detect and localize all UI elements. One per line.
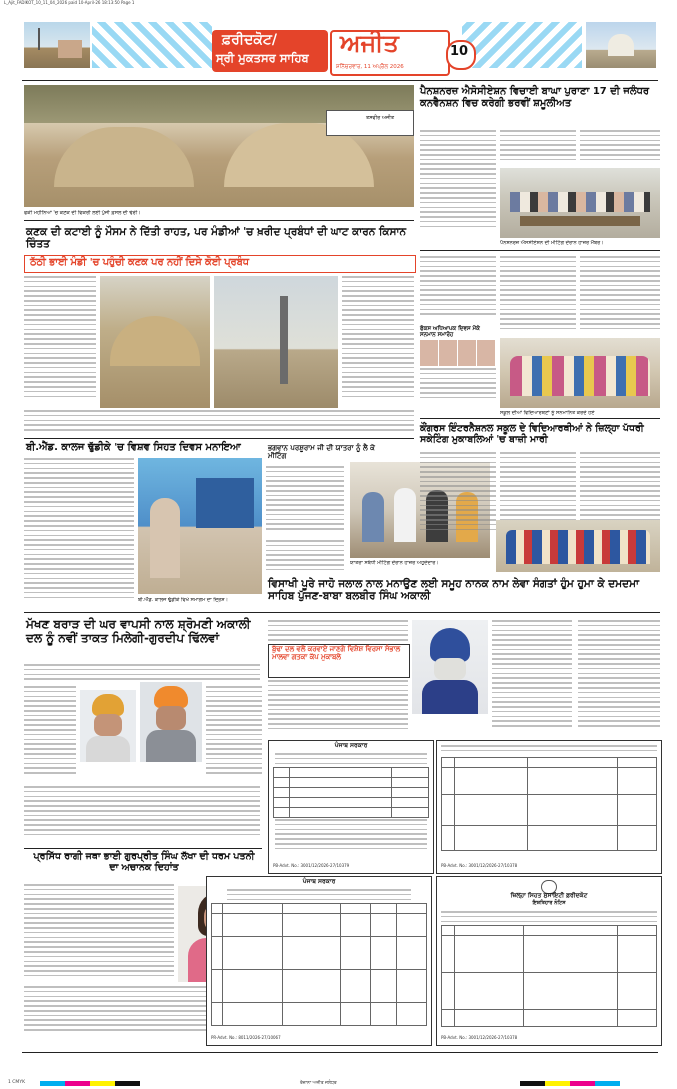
header-region-line1: ਫ਼ਰੀਦਕੋਟ/ xyxy=(222,32,277,48)
baisakhi-subhead: ਬੁੱਢਾ ਦਲ ਵਲੋਂ ਕਰਵਾਏ ਜਾਣਗੇ ਵਿਸ਼ੇਸ਼ ਵਿਰਸਾ ਸੰਭਾਲ ਮਾਲਵਾ ਗਤਕਾ ਕੱਪ ਮੁਕਾਬਲੇ xyxy=(272,645,401,661)
makhan-text-1 xyxy=(24,664,260,682)
wheat-photo-caption: ਫੋਕੀ ਮਹੀਨਿਆਂ 'ਚ ਕਣਕ ਦੀ ਵਿਕਰੀ ਲਈ ਪੁੱਜੀ ਫ਼ਸਲ ਦੀ ਢੇਰੀ। xyxy=(24,210,141,216)
ragi-headline: ਪ੍ਰਸਿੱਧ ਰਾਗੀ ਜਥਾ ਭਾਈ ਗੁਰਪ੍ਰੀਤ ਸਿੰਘ ਲੱਖਾ ਦੀ ਧਰਮ ਪਤਨੀ ਦਾ ਅਚਾਨਕ ਦਿਹਾਂਤ xyxy=(33,851,255,873)
header-pattern-left xyxy=(92,22,212,68)
right-mid-text-4 xyxy=(420,368,496,404)
baisakhi-headline: ਵਿਸਾਖੀ ਪੂਰੇ ਜਾਹੋ ਜਲਾਲ ਨਾਲ ਮਨਾਉਣ ਲਈ ਸਮੂਹ ਨਾਨਕ ਨਾਮ ਲੇਵਾ ਸੰਗਤਾਂ ਹੁੰਮ ਹੁਮਾ ਕੇ ਦਮਦਮਾ ਸਾਹਿਬ ਪੁੱਜਣ-ਬਾਬਾ ਬਲਬੀਰ ਸਿੰਘ ਅਕਾਲੀ xyxy=(268,578,640,603)
file-label: L_Ajit_FADIKOT_10_11_04_2026 paid 10-April-26 18:13:50 Page 1 xyxy=(4,0,135,5)
congress-headline: ਕੌਂਗਰਸ ਇੰਟਰਨੈਸ਼ਨਲ ਸਕੂਲ ਦੇ ਵਿਦਿਆਰਥੀਆਂ ਨੇ ਜ਼ਿਲ੍ਹਾ ਪੱਧਰੀ ਸਕੇਟਿੰਗ ਮੁਕਾਬਲਿਆਂ 'ਚ ਬਾਜ਼ੀ ਮਾਰੀ xyxy=(420,423,644,445)
yatra-text-2 xyxy=(266,540,344,574)
photo-inset-label: ਤਸਵੀਰ ਅਜੀਤ xyxy=(366,115,395,121)
ad4-ref: PB-Advt. No.: 3001/12/2026-27/10378 xyxy=(441,863,518,868)
ad3-ref: PB-Advt. No.: 3001/12/2026-27/10378 xyxy=(441,1035,518,1040)
bed-photo xyxy=(138,458,262,594)
ad1-ref: PB-Advt. No.: 3001/12/2026-27/10379 xyxy=(273,863,350,868)
pensioners-photo xyxy=(500,168,660,238)
bed-photo-caption: ਬੀ.ਐੱਡ. ਕਾਲਜ ਢੁੱਡੀਕੇ ਵਿਖੇ ਸਮਾਗਮ ਦਾ ਦ੍ਰਿਸ਼। xyxy=(138,597,228,603)
pensioners-text-col-3 xyxy=(580,130,660,166)
makhan-photo-1 xyxy=(80,690,136,762)
pensioners-photo-caption: ਪੈਨਸ਼ਨਰਜ਼ ਐਸੋਸੀਏਸ਼ਨ ਦੀ ਮੀਟਿੰਗ ਦੌਰਾਨ ਹਾਜ਼ਰ ਮੈਂਬਰ। xyxy=(500,240,604,246)
footer-center: ਰੋਜ਼ਾਨਾ ਅਜੀਤ ਜਲੰਧਰ xyxy=(300,1081,337,1086)
mandi-photo-2 xyxy=(214,276,338,408)
right-mid-text-2 xyxy=(500,256,576,336)
right-mid-text-1 xyxy=(420,256,496,324)
makhan-photo-2 xyxy=(140,682,202,762)
header-photo-right xyxy=(586,22,656,68)
ad2-table xyxy=(211,903,427,1026)
bed-text xyxy=(24,458,134,606)
baisakhi-text-3 xyxy=(492,620,572,736)
rule-mid xyxy=(24,612,660,613)
ad1-title: ਪੰਜਾਬ ਸਰਕਾਰ xyxy=(334,742,368,749)
congress-text-1 xyxy=(420,452,496,538)
teachers-photo-portraits xyxy=(420,340,496,366)
yatra-photo-caption: ਯਾਤਰਾ ਸਬੰਧੀ ਮੀਟਿੰਗ ਦੌਰਾਨ ਹਾਜ਼ਰ ਅਹੁਦੇਦਾਰ। xyxy=(350,560,439,566)
baisakhi-photo xyxy=(412,620,488,714)
page-number: 10 xyxy=(450,44,469,59)
congress-photo xyxy=(496,520,660,572)
ad2-ref: PR-Advt. No.: 8011/2026-27/10067 xyxy=(211,1035,281,1040)
pensioners-text-col-1 xyxy=(420,130,496,236)
pensioners-text-col-2 xyxy=(500,130,576,166)
ragi-text-1 xyxy=(24,884,174,984)
rule-1 xyxy=(24,220,414,221)
wheat-photo-main xyxy=(24,85,414,207)
teachers-photo-group xyxy=(500,338,660,408)
footer-rule xyxy=(22,1052,658,1053)
teachers-award-caption: ਸਕੂਲ ਦੀਆਂ ਵਿਦਿਆਰਥਣਾਂ ਨੂੰ ਸਨਮਾਨਿਤ ਕਰਦੇ ਹੋਏ xyxy=(500,410,595,416)
header-rule xyxy=(22,80,658,81)
photo-inset xyxy=(326,110,414,136)
makhan-text-4 xyxy=(24,786,260,842)
ad-govt-2 xyxy=(206,876,432,1046)
teachers-subhead: ਫੋਕਸ ਅਧਿਆਪਕ ਦਿਵਸ ਮੌਕੇ ਸਨਮਾਨ ਸਮਾਰੋਹ xyxy=(420,326,480,339)
ad-govt-3 xyxy=(436,740,662,874)
footer-left: 1 CMYK xyxy=(8,1080,26,1085)
yatra-text xyxy=(266,466,344,536)
rule-2 xyxy=(24,438,414,439)
mandi-text-col-1 xyxy=(24,276,96,406)
ad3-subtitle: ਇਸ਼ਤਿਹਾਰ ਨੋਟਿਸ xyxy=(532,900,566,906)
masthead-title: ਅਜੀਤ xyxy=(340,29,399,57)
makhan-text-3 xyxy=(206,686,262,782)
pensioners-headline: ਪੈਨਸ਼ਨਰਜ਼ ਐਸੋਸੀਏਸ਼ਨ ਵਿਚਾਈ ਬਾਘਾ ਪੁਰਾਣਾ 17 ਦੀ ਜਲੰਧਰ ਕਨਵੈਨਸ਼ਨ ਵਿਚ ਕਰੇਗੀ ਭਰਵੀਂ ਸ਼ਮੂਲੀਅਤ xyxy=(420,86,650,109)
mandi-text-bottom xyxy=(24,410,414,434)
ad3-title: ਜ਼ਿਲ੍ਹਾ ਸਿਹਤ ਸੁਸਾਇਟੀ ਫ਼ਰੀਦਕੋਟ xyxy=(510,892,588,899)
right-mid-text-3 xyxy=(580,256,660,336)
ad1-table xyxy=(273,767,429,818)
footer-color-bar-right xyxy=(520,1081,620,1086)
header-pattern-right xyxy=(462,22,582,68)
mandi-headline: ਕਣਕ ਦੀ ਕਟਾਈ ਨੂੰ ਮੌਸਮ ਨੇ ਦਿੱਤੀ ਰਾਹਤ, ਪਰ ਮੰਡੀਆਂ 'ਚ ਖ਼ਰੀਦ ਪ੍ਰਬੰਧਾਂ ਦੀ ਘਾਟ ਕਾਰਨ ਕਿਸਾਨ ਚਿੰਤਤ xyxy=(26,226,407,251)
baisakhi-text-4 xyxy=(578,620,660,736)
mandi-text-col-2 xyxy=(342,276,414,408)
header-date: ਸ਼ਨਿੱਚਰਵਾਰ, 11 ਅਪ੍ਰੈਲ 2026 xyxy=(336,64,404,70)
ad3-table-top xyxy=(441,757,657,851)
header-region-line2: ਸ੍ਰੀ ਮੁਕਤਸਰ ਸਾਹਿਬ xyxy=(216,51,309,65)
rule-right-2 xyxy=(420,418,660,419)
rule-left-bottom xyxy=(24,848,262,849)
rule-right-1 xyxy=(420,250,660,251)
mandi-subhead: ਠੱਠੀ ਭਾਈ ਮੰਡੀ 'ਚ ਪਹੁੰਚੀ ਕਣਕ ਪਰ ਨਹੀਂ ਦਿਸੇ ਕੋਈ ਪ੍ਰਬੰਧ xyxy=(30,257,249,268)
makhan-text-2 xyxy=(24,686,76,782)
bed-college-headline: ਬੀ.ਐੱਡ. ਕਾਲਜ ਢੁੱਡੀਕੇ 'ਚ ਵਿਸ਼ਵ ਸਿਹਤ ਦਿਵਸ ਮਨਾਇਆ xyxy=(26,442,241,453)
ad-govt-1 xyxy=(268,740,434,874)
header-photo-left xyxy=(24,22,90,68)
ad-health-society xyxy=(436,876,662,1046)
makhan-headline: ਮੱਖਣ ਬਰਾੜ ਦੀ ਘਰ ਵਾਪਸੀ ਨਾਲ ਸ਼੍ਰੋਮਣੀ ਅਕਾਲੀ ਦਲ ਨੂੰ ਨਵੀਂ ਤਾਕਤ ਮਿਲੇਗੀ-ਗੁਰਦੀਪ ਢਿੱਲਵਾਂ xyxy=(26,617,251,645)
ad3-table xyxy=(441,925,657,1027)
baisakhi-text-2 xyxy=(268,680,408,736)
baisakhi-text-1 xyxy=(268,620,408,646)
footer-color-bar-left xyxy=(40,1081,140,1086)
ad2-title: ਪੰਜਾਬ ਸਰਕਾਰ xyxy=(302,878,336,885)
yatra-headline: ਭਗਵਾਨ ਪਰਸ਼ੂਰਾਮ ਜੀ ਦੀ ਯਾਤਰਾ ਨੂੰ ਲੈ ਕੇ ਮੀਟਿੰਗ xyxy=(268,444,375,461)
mandi-photo-1 xyxy=(100,276,210,408)
